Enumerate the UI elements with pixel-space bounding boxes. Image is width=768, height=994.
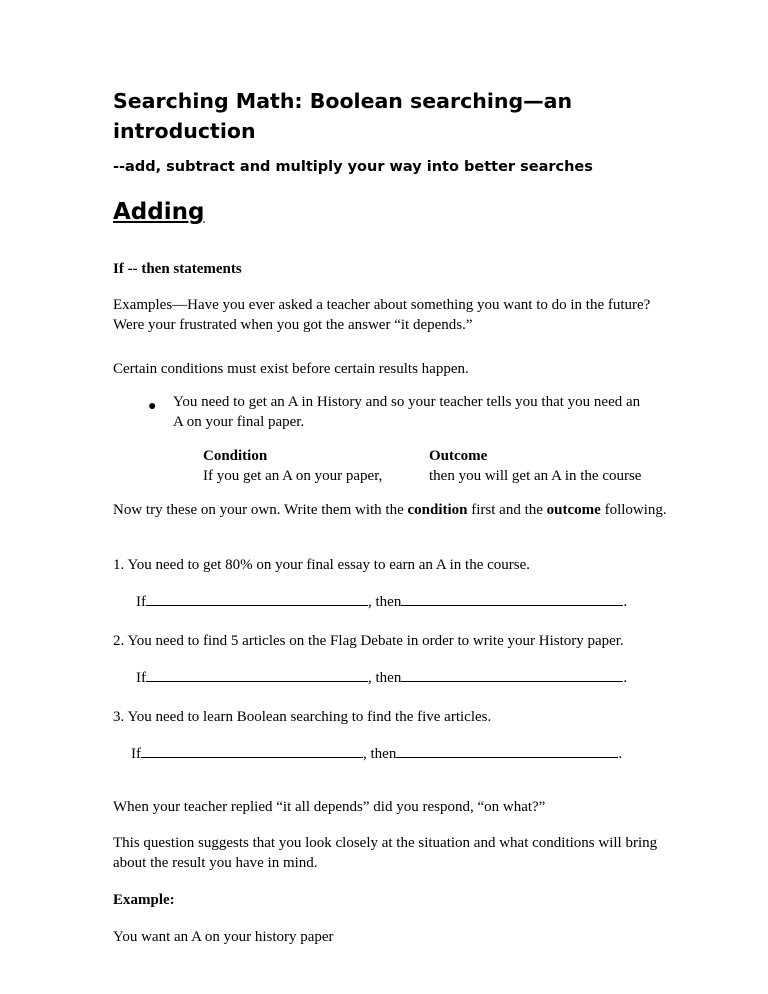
paragraph-it-depends: When your teacher replied “it all depends” did you respond, “on what?” (113, 799, 546, 815)
paragraph-examples: Examples—Have you ever asked a teacher about something you want to do in the future? Were your frustrated when you got the answer “it depends.” (113, 297, 651, 333)
bullet-text: You need to get an A in History and so your teacher tells you that you need an A on your final paper. (173, 394, 641, 430)
exercise-prompt-1: 1. You need to get 80% on your final essay to earn an A in the course. (113, 557, 531, 573)
outcome-header: Outcome (429, 448, 488, 464)
page-subtitle: --add, subtract and multiply your way into better searches (113, 159, 593, 175)
section-heading-adding: Adding (113, 199, 205, 225)
subheading-if-then: If -- then statements (113, 261, 242, 277)
outcome-word: outcome (546, 502, 601, 518)
condition-column (203, 446, 382, 486)
outcome-column (429, 446, 641, 486)
paragraph-question: This question suggests that you look closely at the situation and what conditions will bring about the result you have in mind. (113, 835, 658, 871)
answer-blank-condition-1[interactable] (146, 591, 368, 606)
answer-blank-condition-3[interactable] (141, 743, 363, 758)
paragraph-conditions: Certain conditions must exist before certain results happen. (113, 361, 469, 377)
answer-blank-outcome-1[interactable] (401, 591, 623, 606)
condition-header: Condition (203, 448, 268, 464)
page-title: Searching Math: Boolean searching—an introduction (113, 89, 573, 143)
condition-word: condition (407, 502, 468, 518)
exercise-fill-2: If , then . (136, 667, 696, 688)
bullet-icon: ● (148, 399, 157, 414)
answer-blank-outcome-2[interactable] (401, 667, 623, 682)
condition-text: If you get an A on your paper, (203, 468, 383, 484)
exercise-fill-1: If , then . (136, 591, 696, 612)
example-label: Example: (113, 892, 175, 908)
answer-blank-outcome-3[interactable] (396, 743, 618, 758)
example-text: You want an A on your history paper (113, 929, 334, 945)
paragraph-instructions: Now try these on your own. Write them with the condition first and the outcome following. (113, 502, 667, 518)
exercise-prompt-3: 3. You need to learn Boolean searching to find the five articles. (113, 709, 492, 725)
exercise-prompt-2: 2. You need to find 5 articles on the Flag Debate in order to write your History paper. (113, 633, 624, 649)
outcome-text: then you will get an A in the course (429, 468, 642, 484)
answer-blank-condition-2[interactable] (146, 667, 368, 682)
exercise-fill-3: If , then . (131, 743, 691, 764)
